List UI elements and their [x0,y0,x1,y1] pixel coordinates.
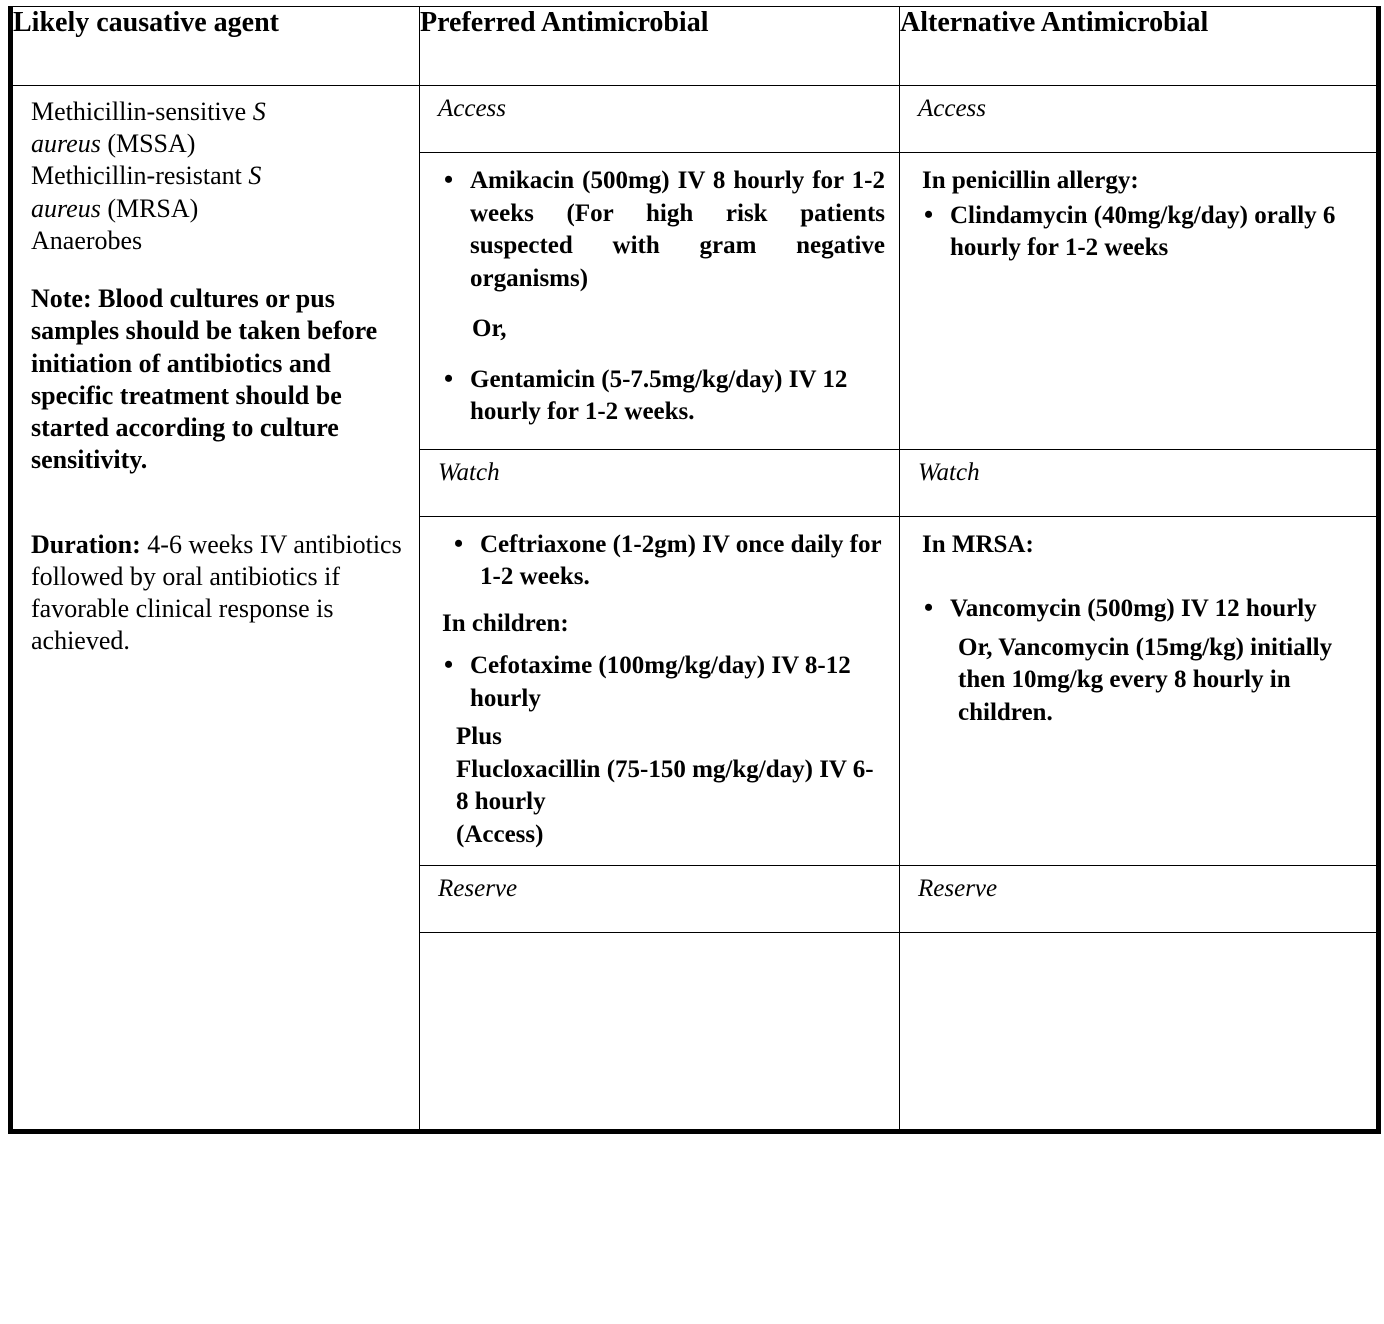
organism-line-4 [31,193,407,225]
bullet-icon: • [924,593,934,622]
tier-label-preferred-reserve: Reserve [420,866,900,933]
drug-list-preferred-watch-top [434,529,885,594]
organism-line-5: Anaerobes [31,225,143,255]
regimen-sub-line-flucloxacillin: Flucloxacillin (75-150 mg/kg/day) IV 6-8 hourly [456,755,874,815]
paragraph-spacer [31,257,407,283]
cell-likely-causative-agent [11,86,420,1132]
organism-text-italic: aureus [31,129,108,159]
cell-preferred-watch [420,516,900,866]
drug-list-alternative-access [914,200,1362,265]
duration-text: 4-6 weeks IV antibiotics followed by oral antibiotics if favorable clinical response is achieved. [31,529,402,656]
antimicrobial-recommendation-table [8,6,1381,1134]
paragraph-spacer [31,477,407,503]
condition-heading-in-children: In children: [442,609,569,637]
drug-regimen-text: Ceftriaxone (1-2gm) IV once daily for 1-2 weeks. [480,530,882,590]
paragraph-spacer [31,503,407,529]
organism-line-3 [31,160,407,192]
organism-text-italic: aureus [31,193,101,223]
cell-alternative-watch [900,516,1379,866]
organism-text-plain: (MSSA) [107,129,196,159]
drug-regimen-text: Gentamicin (5-7.5mg/kg/day) IV 12 hourly for 1-2 weeks. [470,365,848,425]
table-header-row [11,7,1379,86]
cell-alternative-reserve [900,933,1379,1132]
cell-alternative-access [900,153,1379,450]
organism-text-plain: (MRSA) [100,193,199,223]
organism-text-plain: Methicillin-sensitive [31,97,253,126]
drug-list-preferred-access-second [434,364,885,429]
bullet-icon: • [444,165,454,194]
bullet-icon: • [924,199,934,229]
drug-list-alternative-watch [914,593,1362,626]
table-body [11,86,1379,1132]
drug-list-preferred-watch-children [434,650,885,715]
bullet-icon: • [444,650,454,679]
list-item [914,593,1362,626]
bullet-icon: • [454,528,464,558]
drug-regimen-text: Cefotaxime (100mg/kg/day) IV 8-12 hourly [470,652,851,712]
duration-label: Duration: [31,529,141,559]
condition-heading-in-mrsa: In MRSA: [922,530,1034,558]
bullet-icon: • [444,363,454,393]
list-item [914,200,1362,265]
paragraph-spacer [914,563,1362,593]
cell-preferred-reserve [420,933,900,1132]
duration-paragraph [31,529,407,658]
list-item [434,364,885,429]
column-header-likely-causative-agent: Likely causative agent [11,7,420,86]
drug-regimen-text: Clindamycin (40mg/kg/day) orally 6 hourly for 1-2 weeks [950,201,1336,261]
regimen-sub-line-access-tag: (Access) [456,820,544,848]
tier-label-alternative-watch: Watch [900,449,1379,516]
tier-label-alternative-access: Access [900,86,1379,153]
condition-heading-penicillin-allergy: In penicillin allergy: [922,167,1139,194]
tier-label-preferred-watch: Watch [420,449,900,516]
drug-regimen-text: Amikacin (500mg) IV 8 hourly for 1-2 weeks (For high risk patients suspected with gram negative organisms) [470,167,885,292]
list-item [434,650,885,715]
organism-line-2 [31,128,407,160]
drug-list-preferred-access [434,165,885,295]
organism-text-italic: S [252,97,266,126]
regimen-sub-line-vancomycin-alt: Or, Vancomycin (15mg/kg) initially then 10mg/kg every 8 hourly in children. [958,633,1333,726]
connector-or: Or, [472,315,507,342]
column-header-alternative-antimicrobial: Alternative Antimicrobial [900,7,1379,86]
table-row [11,86,1379,153]
cell-preferred-access [420,153,900,450]
organism-line-1 [31,96,407,128]
regimen-sub-line-plus: Plus [456,723,502,750]
drug-regimen-text: Vancomycin (500mg) IV 12 hourly [950,595,1317,622]
table-header-row-group [11,7,1379,86]
organism-text-plain: Methicillin-resistant [31,161,249,191]
tier-label-preferred-access: Access [420,86,900,153]
column-header-preferred-antimicrobial: Preferred Antimicrobial [420,7,900,86]
list-item [434,165,885,295]
organism-text-italic: S [248,161,262,191]
list-item [434,529,885,594]
note-text: Note: Blood cultures or pus samples should be taken before initiation of antibiotics and specific treatment should be started according to culture sensitivity. [31,284,378,475]
tier-label-alternative-reserve: Reserve [900,866,1379,933]
